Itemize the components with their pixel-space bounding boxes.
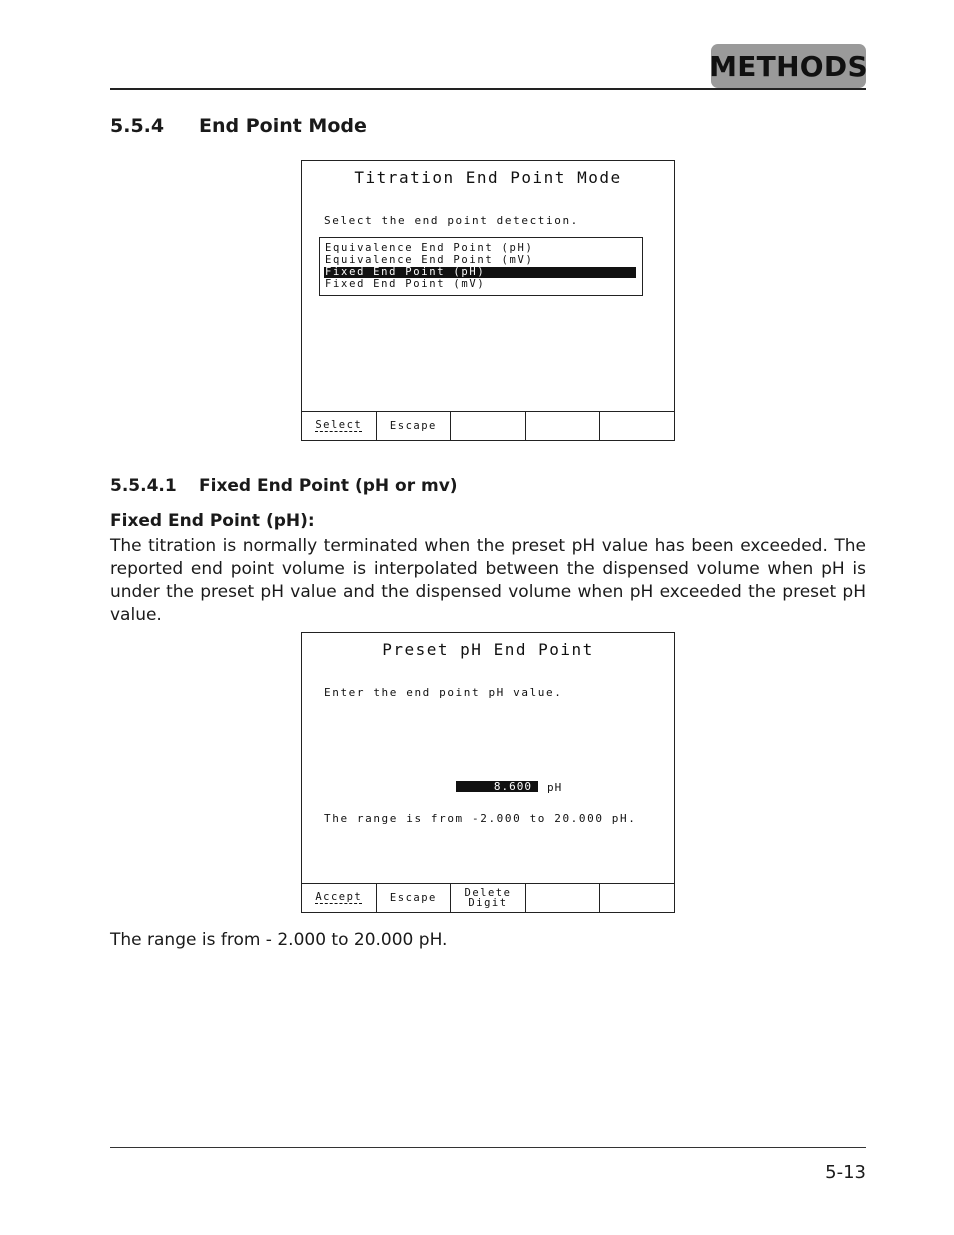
screen-title: Titration End Point Mode [354,168,622,187]
blank-softkey-4[interactable] [526,884,601,912]
blank-softkey-5[interactable] [600,412,674,440]
section-heading-5-5-4-1 [110,476,458,496]
list-item[interactable]: Equivalence End Point (pH) [325,242,534,254]
delete-digit-softkey[interactable]: Delete Digit [451,884,526,912]
page-number: 5-13 [825,1162,866,1183]
softkey-bar [302,411,674,440]
chapter-tab: METHODS [711,44,866,88]
list-item[interactable]: Fixed End Point (mV) [325,278,486,290]
fixed-ph-heading: Fixed End Point (pH): [110,511,315,531]
end-point-option-list[interactable] [319,237,643,296]
ph-value-input[interactable]: 8.600 [456,781,538,792]
range-note: The range is from - 2.000 to 20.000 pH. [110,930,448,950]
fixed-ph-paragraph: The titration is normally terminated when the preset pH value has been exceeded. The reported end point volume is interpolated between the dispensed volume when pH is under the preset pH value and the dispensed volume when pH exceeded the preset pH value. [110,536,866,625]
section-heading-5-5-4 [110,115,367,137]
screen-prompt: Select the end point detection. [324,214,579,227]
escape-softkey[interactable]: Escape [377,412,452,440]
section-number: 5.5.4.1 [110,476,177,496]
footer-divider [110,1147,866,1148]
blank-softkey-5[interactable] [600,884,674,912]
section-title: End Point Mode [199,115,367,137]
section-number: 5.5.4 [110,115,165,137]
list-item[interactable]: Equivalence End Point (mV) [325,254,534,266]
screen-title: Preset pH End Point [382,640,594,659]
preset-ph-screen [301,632,675,913]
header-divider [110,88,866,90]
select-softkey[interactable]: Select [302,412,377,440]
escape-softkey[interactable]: Escape [377,884,452,912]
ph-unit-label: pH [547,781,563,794]
blank-softkey-3[interactable] [451,412,526,440]
screen-prompt: Enter the end point pH value. [324,686,563,699]
list-item-selected[interactable]: Fixed End Point (pH) [324,267,636,278]
end-point-mode-screen [301,160,675,441]
blank-softkey-4[interactable] [526,412,601,440]
section-title: Fixed End Point (pH or mv) [199,476,458,496]
accept-softkey[interactable]: Accept [302,884,377,912]
range-text: The range is from -2.000 to 20.000 pH. [324,812,637,825]
softkey-bar [302,883,674,912]
